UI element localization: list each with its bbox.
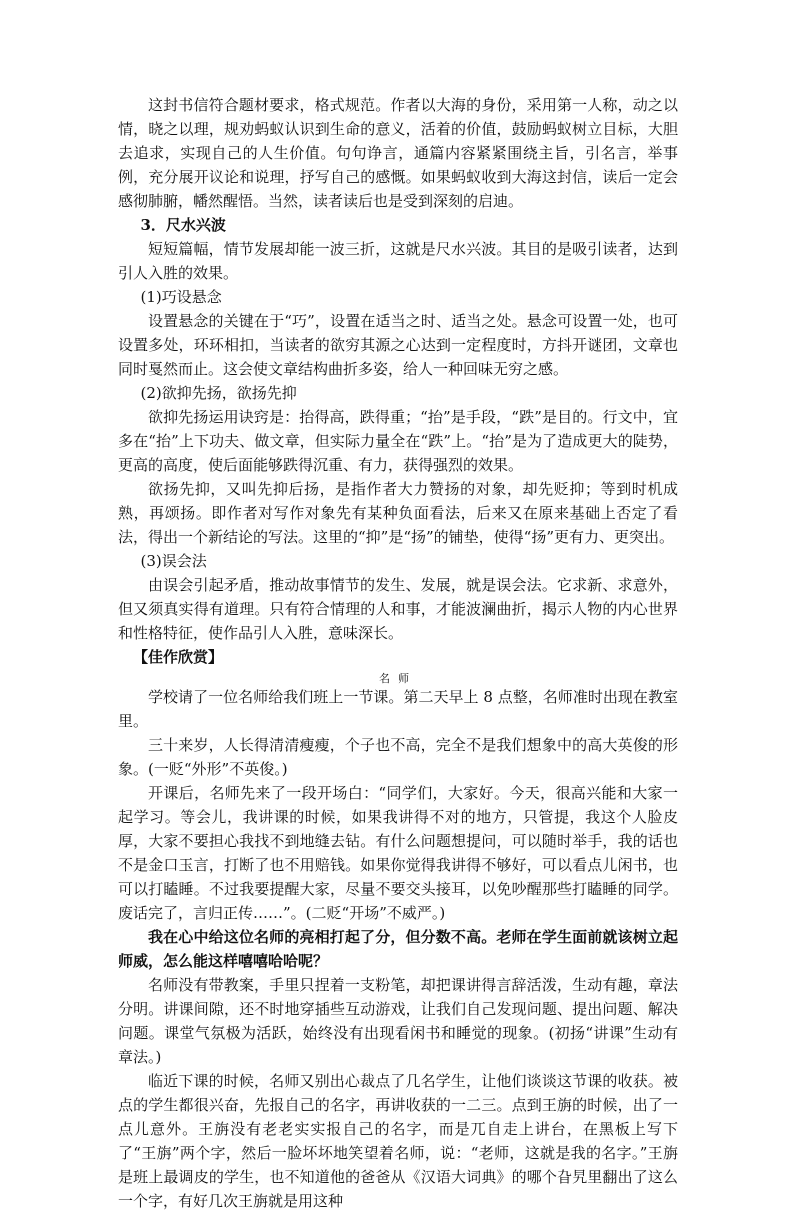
subheading-misunderstanding: (3)误会法	[140, 552, 207, 570]
subheading-contrast: (2)欲抑先扬，欲扬先抑	[140, 384, 297, 402]
paragraph-commentary: 这封书信符合题材要求，格式规范。作者以大海的身份，采用第一人称，动之以情，晓之以理，规劝蚂蚁认识到生命的意义，活着的价值，鼓励蚂蚁树立目标，大胆去追求，实现自己的人生价值。句句诤言，通篇内容紧紧围绕主旨，引名言，举事例，充分展开议论和说理，抒写自己的感慨。如果蚂蚁收到大海这封信，读后一定会感彻肺腑，幡然醒悟。当然，读者读后也是受到深刻的启迪。	[118, 96, 678, 210]
document-body	[118, 93, 678, 1213]
essay-title: 名师	[379, 672, 417, 685]
section-excellent-essay: 【佳作欣赏】	[133, 648, 224, 666]
essay-paragraph-4: 我在心中给这位名师的亮相打起了分，但分数不高。老师在学生面前就该树立起师威，怎么能这样嘻嘻哈哈呢？	[118, 928, 678, 970]
paragraph-chishui-definition: 短短篇幅，情节发展却能一波三折，这就是尺水兴波。其目的是吸引读者，达到引人入胜的效果。	[118, 240, 678, 282]
paragraph-contrast-1: 欲抑先扬运用诀窍是：抬得高，跌得重；“抬”是手段，“跌”是目的。行文中，宜多在“抬”上下功夫、做文章，但实际力量全在“跌”上。“抬”是为了造成更大的陡势，更高的高度，使后面能够跌得沉重、有力，获得强烈的效果。	[118, 408, 678, 474]
paragraph-misunderstanding: 由误会引起矛盾，推动故事情节的发生、发展，就是误会法。它求新、求意外，但又须真实得有道理。只有符合情理的人和事，才能波澜曲折，揭示人物的内心世界和性格特征，使作品引人入胜，意味深长。	[118, 576, 678, 642]
essay-paragraph-6: 临近下课的时候，名师又别出心裁点了几名学生，让他们谈谈这节课的收获。被点的学生都很兴奋，先报自己的名字，再讲收获的一二三。点到王旃的时候，出了一点儿意外。王旃没有老老实实报自己的名字，而是兀自走上讲台，在黑板上写下了“王旃”两个字，然后一脸坏坏地笑望着名师，说：“老师，这就是我的名字。”王旃是班上最调皮的学生，也不知道他的爸爸从《汉语大词典》的哪个旮旯里翻出了这么一个字，有好几次王旃就是用这种	[118, 1072, 678, 1210]
essay-paragraph-3: 开课后，名师先来了一段开场白：“同学们，大家好。今天，很高兴能和大家一起学习。等会儿，我讲课的时候，如果我讲得不对的地方，只管提，我这个人脸皮厚，大家不要担心我找不到地缝去钻。有什么问题想提问，可以随时举手，我的话也不是金口玉言，打断了也不用赔钱。如果你觉得我讲得不够好，可以看点儿闲书，也可以打瞌睡。不过我要提醒大家，尽量不要交头接耳，以免吵醒那些打瞌睡的同学。废话完了，言归正传……”。(二贬“开场”不威严。)	[118, 784, 678, 922]
heading-chishui-xingbo: 3．尺水兴波	[140, 216, 226, 234]
paragraph-suspense: 设置悬念的关键在于“巧”，设置在适当之时、适当之处。悬念可设置一处，也可设置多处，环环相扣，当读者的欲穷其源之心达到一定程度时，方抖开谜团，文章也同时戛然而止。这会使文章结构曲折多姿，给人一种回味无穷之感。	[118, 312, 678, 378]
essay-paragraph-2: 三十来岁，人长得清清瘦瘦，个子也不高，完全不是我们想象中的高大英俊的形象。(一贬“外形”不英俊。)	[118, 736, 678, 778]
essay-paragraph-5: 名师没有带教案，手里只捏着一支粉笔，却把课讲得言辞活泼，生动有趣，章法分明。讲课间隙，还不时地穿插些互动游戏，让我们自己发现问题、提出问题、解决问题。课堂气氛极为活跃，始终没有出现看闲书和睡觉的现象。(初扬“讲课”生动有章法。)	[118, 976, 678, 1066]
paragraph-contrast-2: 欲扬先抑，又叫先抑后扬，是指作者大力赞扬的对象，却先贬抑；等到时机成熟，再颂扬。即作者对写作对象先有某种负面看法，后来又在原来基础上否定了看法，得出一个新结论的写法。这里的“抑”是“扬”的铺垫，使得“扬”更有力、更突出。	[118, 480, 678, 546]
subheading-suspense: (1)巧设悬念	[140, 288, 222, 306]
essay-paragraph-1: 学校请了一位名师给我们班上一节课。第二天早上 8 点整，名师准时出现在教室里。	[118, 688, 678, 730]
